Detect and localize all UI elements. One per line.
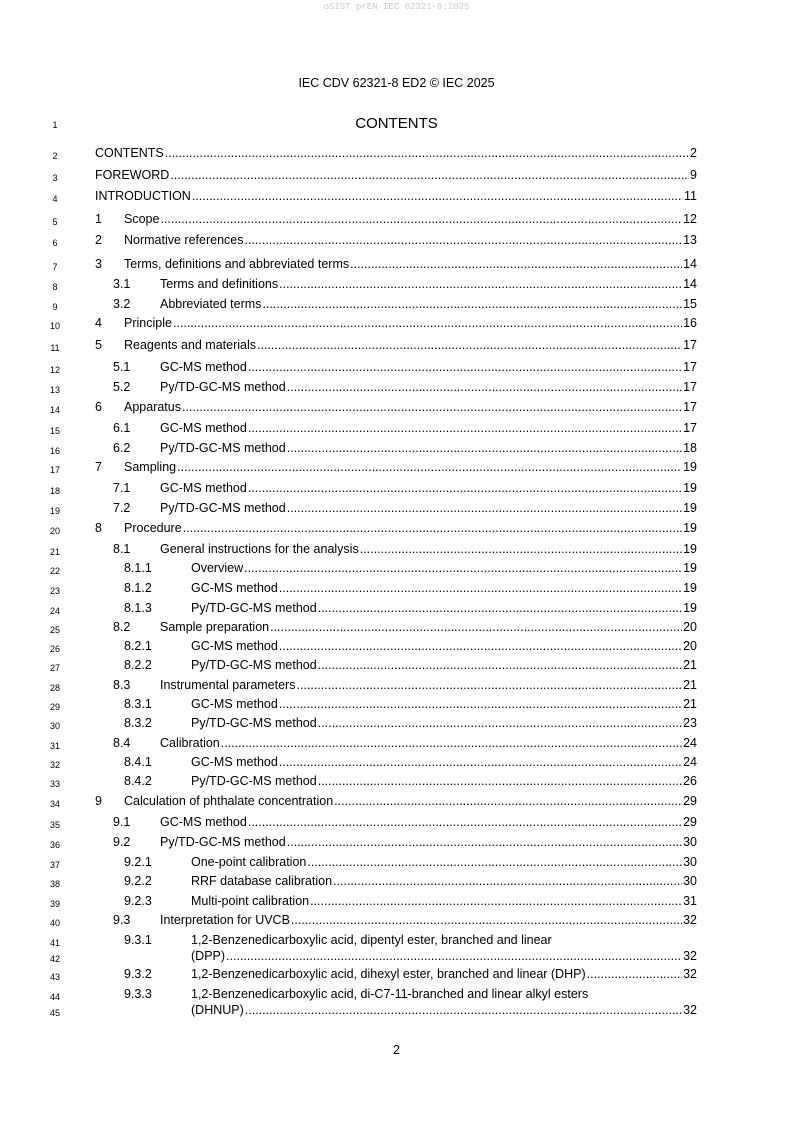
- line-number: 21: [49, 547, 60, 557]
- section-title: (DHNUP): [191, 1003, 244, 1017]
- section-number: 6.2: [113, 441, 131, 455]
- toc-entry-line: [191, 1003, 697, 1018]
- page-ref: 30: [683, 835, 697, 849]
- toc-entry-line: [191, 639, 697, 654]
- section-title: Py/TD-GC-MS method: [191, 658, 317, 672]
- toc-entry-line: [191, 755, 697, 770]
- page-ref: 14: [683, 277, 697, 291]
- page-ref: 21: [683, 658, 697, 672]
- page-ref: 26: [683, 774, 697, 788]
- dot-leader: [270, 620, 682, 635]
- page-ref: 30: [683, 855, 697, 869]
- line-number: 28: [49, 683, 60, 693]
- section-title: Normative references: [124, 233, 244, 247]
- dot-leader: [165, 146, 689, 161]
- section-number: 9.3.2: [124, 967, 152, 981]
- section-title: Reagents and materials: [124, 338, 257, 352]
- section-number: 4: [95, 316, 102, 330]
- toc-entry-line: [191, 561, 697, 576]
- line-number: 14: [49, 405, 60, 415]
- section-number: 8.3.1: [124, 697, 152, 711]
- page-ref: 19: [683, 501, 697, 515]
- page-ref: 24: [683, 736, 697, 750]
- page-ref: 2: [690, 146, 697, 160]
- section-title: General instructions for the analysis: [160, 542, 359, 556]
- line-number: 43: [49, 972, 60, 982]
- page-ref: 17: [683, 421, 697, 435]
- line-number: 38: [49, 879, 60, 889]
- section-title: 1,2-Benzenedicarboxylic acid, dihexyl ester, branched and linear (DHP): [191, 967, 586, 981]
- section-title: GC-MS method: [160, 360, 247, 374]
- section-title: Py/TD-GC-MS method: [160, 380, 286, 394]
- toc-entry-line: [160, 542, 697, 557]
- page-ref: 30: [683, 874, 697, 888]
- section-title: Py/TD-GC-MS method: [191, 601, 317, 615]
- line-number: 6: [52, 238, 58, 248]
- toc-entry-line: [191, 874, 697, 889]
- page-ref: 32: [683, 913, 697, 927]
- toc-entry-line: [160, 297, 697, 312]
- page-ref: 17: [683, 380, 697, 394]
- toc-entry-line: [124, 460, 697, 475]
- section-number: 8.4: [113, 736, 131, 750]
- line-number: 2: [52, 151, 58, 161]
- dot-leader: [587, 967, 682, 982]
- section-number: 7: [95, 460, 102, 474]
- line-number: 29: [49, 702, 60, 712]
- page-ref: 17: [683, 338, 697, 352]
- section-title: Terms, definitions and abbreviated terms: [124, 257, 350, 271]
- dot-leader: [160, 212, 682, 227]
- toc-entry-line: [124, 338, 697, 353]
- section-title: Apparatus: [124, 400, 181, 414]
- page-ref: 16: [683, 316, 697, 330]
- page-ref: 20: [683, 639, 697, 653]
- page-ref: 19: [683, 601, 697, 615]
- toc-entry-line: [124, 400, 697, 415]
- dot-leader: [318, 716, 682, 731]
- toc-entry-line: [124, 794, 697, 809]
- line-number: 5: [52, 217, 58, 227]
- toc-entry-line: [191, 581, 697, 596]
- line-number: 30: [49, 721, 60, 731]
- section-title: GC-MS method: [191, 639, 278, 653]
- page-ref: 29: [683, 815, 697, 829]
- dot-leader: [170, 168, 689, 183]
- toc-entry-line: [124, 521, 697, 536]
- page-ref: 14: [683, 257, 697, 271]
- section-title: Interpretation for UVCB: [160, 913, 290, 927]
- line-number: 19: [49, 506, 60, 516]
- dot-leader: [310, 894, 682, 909]
- line-number: 23: [49, 586, 60, 596]
- page-ref: 32: [683, 1003, 697, 1017]
- section-number: 8: [95, 521, 102, 535]
- dot-leader: [192, 189, 683, 204]
- toc-entry-line: [160, 380, 697, 395]
- section-title: Py/TD-GC-MS method: [160, 501, 286, 515]
- line-number: 11: [50, 343, 60, 353]
- section-title: Multi-point calibration: [191, 894, 310, 908]
- section-number: 2: [95, 233, 102, 247]
- section-title: Calculation of phthalate concentration: [124, 794, 334, 808]
- dot-leader: [334, 794, 682, 809]
- document-header: IEC CDV 62321-8 ED2 © IEC 2025: [298, 76, 495, 90]
- line-number: 12: [49, 365, 60, 375]
- toc-entry-line: [191, 894, 697, 909]
- section-number: 9.3.3: [124, 987, 152, 1001]
- toc-entry-line: [95, 189, 697, 204]
- toc-entry-line: [191, 774, 697, 789]
- section-number: 7.2: [113, 501, 131, 515]
- line-number: 32: [49, 760, 60, 770]
- dot-leader: [248, 360, 682, 375]
- page-ref: 15: [683, 297, 697, 311]
- section-title: (DPP): [191, 949, 226, 963]
- line-number: 13: [49, 385, 60, 395]
- line-number: 37: [49, 860, 60, 870]
- line-number: 24: [49, 606, 60, 616]
- page-ref: 23: [683, 716, 697, 730]
- line-number: 3: [52, 173, 58, 183]
- dot-leader: [226, 949, 682, 964]
- section-number: 5.1: [113, 360, 131, 374]
- section-title: RRF database calibration: [191, 874, 333, 888]
- line-number: 34: [49, 799, 60, 809]
- dot-leader: [360, 542, 682, 557]
- section-number: 9: [95, 794, 102, 808]
- line-number: 45: [49, 1008, 60, 1018]
- line-number: 8: [52, 282, 58, 292]
- line-number: 42: [49, 954, 60, 964]
- line-number: 41: [49, 938, 60, 948]
- dot-leader: [173, 316, 682, 331]
- toc-entry-line: [160, 277, 697, 292]
- toc-entry-line: [191, 658, 697, 673]
- section-number: 9.2.3: [124, 894, 152, 908]
- line-number: 1: [52, 120, 58, 130]
- dot-leader: [350, 257, 682, 272]
- section-title: GC-MS method: [191, 581, 278, 595]
- dot-leader: [287, 380, 682, 395]
- section-title: Sample preparation: [160, 620, 270, 634]
- section-number: 8.2.2: [124, 658, 152, 672]
- toc-entry-line: [160, 360, 697, 375]
- line-number: 20: [49, 526, 60, 536]
- page-ref: 21: [683, 697, 697, 711]
- line-number: 35: [49, 820, 60, 830]
- section-number: 9.2: [113, 835, 131, 849]
- section-title: Procedure: [124, 521, 182, 535]
- section-title: Py/TD-GC-MS method: [191, 774, 317, 788]
- dot-leader: [333, 874, 682, 889]
- page-ref: 20: [683, 620, 697, 634]
- toc-entry-line: [124, 257, 697, 272]
- section-title: GC-MS method: [160, 815, 247, 829]
- page-ref: 19: [683, 581, 697, 595]
- section-number: 1: [95, 212, 102, 226]
- line-number: 26: [49, 644, 60, 654]
- section-title: GC-MS method: [160, 421, 247, 435]
- section-number: 3: [95, 257, 102, 271]
- dot-leader: [279, 581, 682, 596]
- toc-entry-line: [191, 601, 697, 616]
- line-number: 17: [49, 465, 60, 475]
- dot-leader: [287, 501, 682, 516]
- dot-leader: [318, 658, 682, 673]
- section-title: Sampling: [124, 460, 177, 474]
- section-number: 9.3.1: [124, 933, 152, 947]
- toc-entry-line: [191, 967, 697, 982]
- dot-leader: [318, 601, 682, 616]
- dot-leader: [177, 460, 682, 475]
- toc-entry-line: [160, 835, 697, 850]
- toc-entry-line: [124, 316, 697, 331]
- line-number: 44: [49, 992, 60, 1002]
- page-ref: 24: [683, 755, 697, 769]
- dot-leader: [262, 297, 682, 312]
- toc-entry-line: [191, 697, 697, 712]
- page-number: 2: [393, 1043, 400, 1057]
- page-ref: 13: [683, 233, 697, 247]
- dot-leader: [307, 855, 682, 870]
- page-ref: 29: [683, 794, 697, 808]
- dot-leader: [221, 736, 682, 751]
- toc-entry-line: [124, 233, 697, 248]
- line-number: 39: [49, 899, 60, 909]
- page-ref: 19: [683, 561, 697, 575]
- dot-leader: [244, 561, 682, 576]
- line-number: 33: [49, 779, 60, 789]
- dot-leader: [248, 421, 682, 436]
- toc-entry-line: [160, 736, 697, 751]
- section-number: 6.1: [113, 421, 131, 435]
- section-number: 5: [95, 338, 102, 352]
- dot-leader: [279, 697, 682, 712]
- line-number: 10: [49, 321, 60, 331]
- page-ref: 9: [690, 168, 697, 182]
- section-title: Calibration: [160, 736, 220, 750]
- page-ref: 21: [683, 678, 697, 692]
- section-number: 8.1.2: [124, 581, 152, 595]
- section-number: 8.3: [113, 678, 131, 692]
- page-ref: 19: [683, 521, 697, 535]
- toc-entry-line: [160, 913, 697, 928]
- section-number: 8.3.2: [124, 716, 152, 730]
- section-number: 9.1: [113, 815, 131, 829]
- section-title: GC-MS method: [160, 481, 247, 495]
- section-title: Principle: [124, 316, 172, 330]
- section-title: Overview: [191, 561, 244, 575]
- section-title: Abbreviated terms: [160, 297, 262, 311]
- line-number: 27: [49, 663, 60, 673]
- section-number: 8.4.2: [124, 774, 152, 788]
- toc-entry-line: [160, 441, 697, 456]
- section-title: Instrumental parameters: [160, 678, 296, 692]
- line-number: 22: [49, 566, 60, 576]
- dot-leader: [279, 639, 682, 654]
- toc-entry-line: [124, 212, 697, 227]
- toc-entry-line: [95, 168, 697, 183]
- line-number: 16: [49, 446, 60, 456]
- toc-entry-line: [191, 716, 697, 731]
- section-number: 8.1.3: [124, 601, 152, 615]
- section-number: 8.2: [113, 620, 131, 634]
- section-title: Scope: [124, 212, 160, 226]
- dot-leader: [318, 774, 682, 789]
- section-number: 7.1: [113, 481, 131, 495]
- page-ref: 19: [683, 460, 697, 474]
- section-title: Py/TD-GC-MS method: [160, 441, 286, 455]
- page-ref: 17: [683, 400, 697, 414]
- dot-leader: [279, 755, 682, 770]
- line-number: 25: [49, 625, 60, 635]
- section-title: INTRODUCTION: [95, 189, 191, 203]
- dot-leader: [183, 521, 682, 536]
- section-number: 3.1: [113, 277, 131, 291]
- section-number: 8.4.1: [124, 755, 152, 769]
- toc-entry-line: [160, 421, 697, 436]
- section-number: 9.3: [113, 913, 131, 927]
- dot-leader: [287, 835, 682, 850]
- line-number: 36: [49, 840, 60, 850]
- line-number: 40: [49, 918, 60, 928]
- page-ref: 19: [683, 481, 697, 495]
- section-title: FOREWORD: [95, 168, 170, 182]
- dot-leader: [248, 481, 682, 496]
- toc-entry-line: [95, 146, 697, 161]
- dot-leader: [182, 400, 682, 415]
- section-number: 9.2.1: [124, 855, 152, 869]
- section-title: Py/TD-GC-MS method: [191, 716, 317, 730]
- toc-entry-line: [160, 620, 697, 635]
- section-title: CONTENTS: [95, 146, 164, 160]
- section-number: 6: [95, 400, 102, 414]
- page-ref: 31: [683, 894, 697, 908]
- dot-leader: [245, 1003, 682, 1018]
- section-number: 8.1: [113, 542, 131, 556]
- section-title: GC-MS method: [191, 697, 278, 711]
- page-ref: 19: [683, 542, 697, 556]
- section-title: 1,2-Benzenedicarboxylic acid, di-C7-11-branched and linear alkyl esters: [191, 987, 589, 1001]
- dot-leader: [248, 815, 682, 830]
- toc-entry-line: [191, 855, 697, 870]
- toc-title: CONTENTS: [355, 115, 438, 132]
- section-title: Terms and definitions: [160, 277, 279, 291]
- section-title: One-point calibration: [191, 855, 307, 869]
- watermark: oSIST prEN IEC 62321-8:2025: [323, 2, 470, 12]
- page-ref: 17: [683, 360, 697, 374]
- dot-leader: [279, 277, 682, 292]
- dot-leader: [287, 441, 682, 456]
- dot-leader: [296, 678, 682, 693]
- line-number: 9: [52, 302, 58, 312]
- line-number: 18: [49, 486, 60, 496]
- line-number: 7: [52, 262, 58, 272]
- section-number: 5.2: [113, 380, 131, 394]
- page-ref: 18: [683, 441, 697, 455]
- line-number: 4: [52, 194, 58, 204]
- section-number: 8.1.1: [124, 561, 152, 575]
- toc-entry-line: [160, 481, 697, 496]
- page-ref: 32: [683, 949, 697, 963]
- section-number: 8.2.1: [124, 639, 152, 653]
- section-number: 3.2: [113, 297, 131, 311]
- section-title: 1,2-Benzenedicarboxylic acid, dipentyl ester, branched and linear: [191, 933, 552, 947]
- page-ref: 11: [684, 189, 697, 203]
- toc-entry-line: [160, 815, 697, 830]
- toc-entry-line: [160, 501, 697, 516]
- toc-entry-line: [160, 678, 697, 693]
- section-title: GC-MS method: [191, 755, 278, 769]
- line-number: 15: [49, 426, 60, 436]
- toc-entry-line: [191, 949, 697, 964]
- section-title: Py/TD-GC-MS method: [160, 835, 286, 849]
- dot-leader: [291, 913, 682, 928]
- page-ref: 32: [683, 967, 697, 981]
- section-number: 9.2.2: [124, 874, 152, 888]
- dot-leader: [257, 338, 682, 353]
- dot-leader: [245, 233, 683, 248]
- page-ref: 12: [683, 212, 697, 226]
- line-number: 31: [49, 741, 60, 751]
